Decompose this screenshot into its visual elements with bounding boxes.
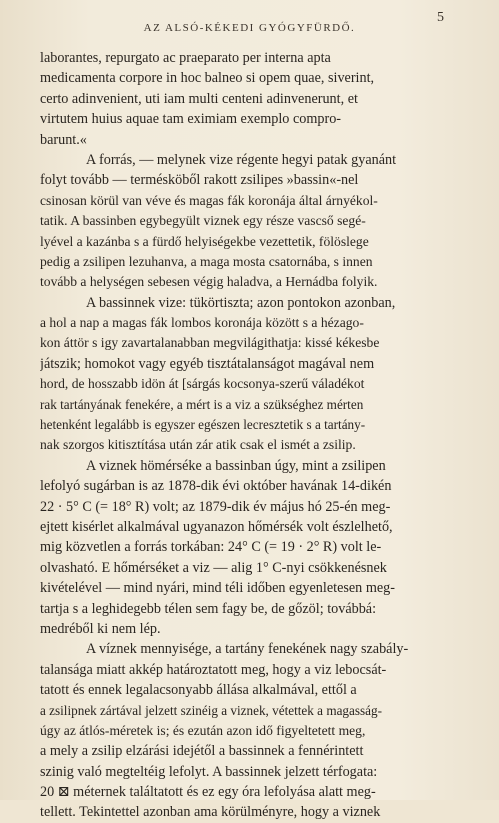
- paragraph-mennyisege: [40, 639, 458, 823]
- text-line: 20 ⊠ méternek találtatott és ez egy óra lefolyása alatt meg-: [40, 784, 376, 801]
- text-line: lyével a kazánba s a fürdő helyiségekbe vezettetik, fölöslege: [40, 233, 369, 249]
- paragraph-homerseke: [40, 456, 458, 640]
- text-line: tatik. A bassinben egybegyült viznek egy része vascső segé-: [40, 213, 366, 229]
- body-text: [40, 48, 458, 823]
- text-line: medréből ki nem lép.: [40, 620, 161, 637]
- text-line: hetenként legalább is egyszer egészen lecresztetik s a tartány-: [40, 417, 366, 433]
- text-line: csinosan körül van véve és magas fák koronája által árnyékol-: [40, 192, 378, 208]
- text-line: úgy az átlós-méretek is; és ezután azon idő figyeltetett meg,: [40, 722, 366, 738]
- text-line: játszik; homokot vagy egyéb tisztátalanságot magával nem: [40, 355, 375, 372]
- text-line: a hol a nap a magas fák lombos koronája között s a hézago-: [40, 315, 364, 331]
- text-line: nak szorgos kitisztítása után zár atik csak el ismét a zsilip.: [40, 437, 356, 453]
- text-line: barunt.«: [40, 131, 87, 148]
- paragraph-latin-quote: [40, 48, 458, 150]
- text-line: tellett. Tekintettel azonban ama körülményre, hogy a viznek: [40, 804, 381, 821]
- text-line: kivételével — mind nyári, mind téli időben egyenletesen meg-: [40, 580, 395, 597]
- text-line: ejtett kisérlet alkalmával ugyanazon hőmérsék volt észlelhető,: [40, 518, 393, 535]
- text-line: mig közvetlen a forrás torkában: 24° C (= 19 · 2° R) volt le-: [40, 539, 382, 556]
- text-line: medicamenta corpore in hoc balneo si opem quae, siverint,: [40, 70, 375, 87]
- text-line: tartja s a leghidegebb télen sem fagy be, de gőzöl; továbbá:: [40, 600, 377, 617]
- text-line: rak tartányának fenekére, a mért is a viz a szükséghez mérten: [40, 396, 364, 412]
- text-line: A viznek hömérséke a bassinban úgy, mint a zsilipen: [86, 457, 386, 474]
- text-line: a mely a zsilip elzárási idejétől a bassinnek a fennérintett: [40, 743, 364, 760]
- page-number: 5: [437, 10, 444, 25]
- text-line: a zsilipnek zártával jelzett szinéig a viznek, vétettek a magasság-: [40, 702, 382, 718]
- paragraph-forras: [40, 150, 458, 293]
- text-line: folyt tovább — termésköből rakott zsilipes »bassin«-nel: [40, 172, 359, 189]
- text-line: hord, de hosszabb idön át [sárgás kocsonya-szerű váladékot: [40, 376, 365, 392]
- text-line: A forrás, — melynek vize régente hegyi patak gyanánt: [86, 151, 397, 168]
- running-title: AZ ALSÓ-KÉKEDI GYÓGYFÜRDŐ.: [143, 22, 356, 34]
- text-line: virtutem huius aquae tam eximiam exemplo compro-: [40, 111, 342, 128]
- text-line: talansága miatt akkép határoztatott meg, hogy a viz lebocsát-: [40, 661, 387, 678]
- text-line: A bassinnek vize: tükörtiszta; azon pontokon azonban,: [86, 294, 396, 311]
- text-line: tovább a helységen sebesen végig haladva, a Hernádba folyik.: [40, 274, 378, 290]
- text-line: 22 · 5° C (= 18° R) volt; az 1879-dik év május hó 25-én meg-: [40, 498, 391, 515]
- paragraph-bassin-vize: [40, 293, 458, 456]
- text-line: olvasható. E hőmérséket a viz — alig 1° C-nyi csökkenésnek: [40, 559, 387, 576]
- text-line: lefolyó sugárban is az 1878-dik évi október havának 14-dikén: [40, 478, 392, 495]
- text-line: pedig a zsilipen lezuhanva, a maga mosta csatornába, s innen: [40, 253, 373, 269]
- text-line: laborantes, repurgato ac praeparato per interna apta: [40, 50, 331, 66]
- text-line: certo adinvenient, uti iam multi centeni adinvenerunt, et: [40, 90, 358, 107]
- text-line: kon áttör s igy zavartalanabban megvilágithatja: kissé kékesbe: [40, 335, 380, 351]
- text-line: tatott és ennek legalacsonyabb állása alkalmával, ettől a: [40, 682, 357, 699]
- text-line: A víznek mennyisége, a tartány fenekének nagy szabály-: [86, 641, 409, 658]
- text-line: szinig való megteltéig lefolyt. A bassinnek jelzett térfogata:: [40, 763, 378, 780]
